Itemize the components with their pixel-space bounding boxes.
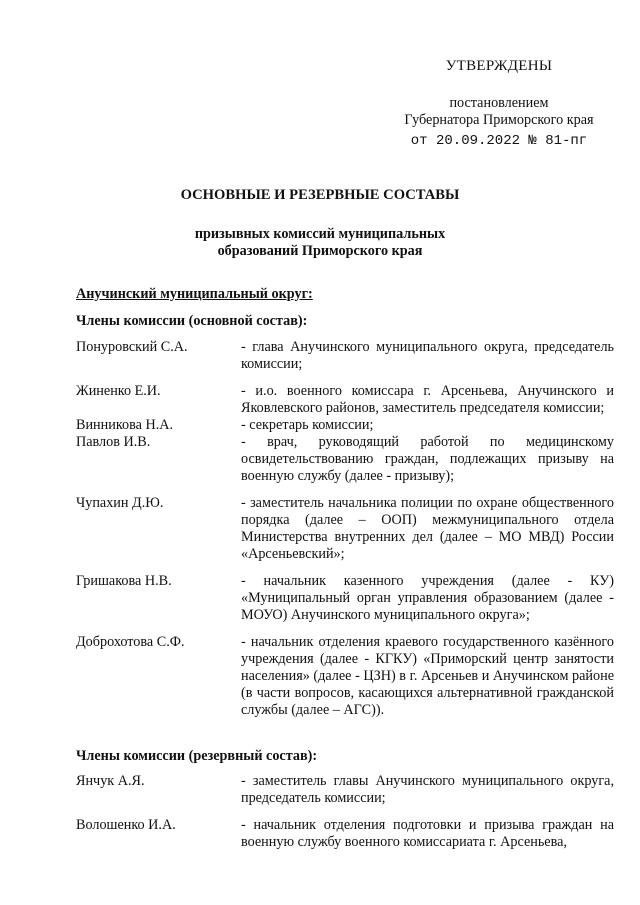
member-name: Янчук А.Я. (76, 773, 145, 789)
document-title: ОСНОВНЫЕ И РЕЗЕРВНЫЕ СОСТАВЫ (180, 187, 460, 203)
member-name: Понуровский С.А. (76, 339, 188, 355)
reserve-members-heading: Члены комиссии (резервный состав): (76, 748, 318, 764)
member-row (76, 634, 614, 719)
member-description: - начальник отделения краевого государственного казённого учреждения (далее - КГКУ) «Приморский центр занятости населения» (далее - ЦЗН) в г. Арсеньев и Анучинском районе (в части вопросов, касающихся альтернативной гражданской службы (далее – АГС)). (241, 634, 614, 718)
member-description: - врач, руководящий работой по медицинскому освидетельствованию граждан, подлежащих призыву на военную службу (далее - призыву); (241, 434, 614, 484)
document-subtitle (0, 226, 640, 260)
approval-basis-line1: постановлением (449, 95, 549, 111)
approval-number: от 20.09.2022 № 81-пг (410, 133, 588, 149)
member-row (76, 417, 614, 434)
member-name: Доброхотова С.Ф. (76, 634, 185, 650)
member-description: - заместитель главы Анучинского муниципального округа, председатель комиссии; (241, 773, 614, 806)
member-description: - секретарь комиссии; (241, 417, 374, 433)
district-heading: Анучинский муниципальный округ: (76, 286, 313, 302)
main-members-heading: Члены комиссии (основной состав): (76, 313, 308, 329)
member-row (76, 339, 614, 373)
approval-basis-line2: Губернатора Приморского края (404, 112, 594, 128)
member-description: - начальник отделения подготовки и призыва граждан на военную службу военного комиссариата г. Арсеньева, (241, 817, 614, 850)
member-name: Павлов И.В. (76, 434, 151, 450)
member-row (76, 817, 614, 851)
subtitle-line1: призывных комиссий муниципальных (194, 226, 446, 242)
member-row (76, 773, 614, 807)
member-description: - глава Анучинского муниципального округа, председатель комиссии; (241, 339, 614, 372)
member-row (76, 383, 614, 417)
approval-title: УТВЕРЖДЕНЫ (445, 58, 553, 74)
member-row (76, 573, 614, 624)
member-row (76, 495, 614, 563)
subtitle-line2: образований Приморского края (217, 243, 423, 259)
member-description: - заместитель начальника полиции по охране общественного порядка (далее – ООП) межмуниципального отдела Министерства внутренних дел (далее – МО МВД) России «Арсеньевский»; (241, 495, 614, 562)
member-name: Чупахин Д.Ю. (76, 495, 164, 511)
member-name: Винникова Н.А. (76, 417, 174, 433)
member-description: - и.о. военного комиссара г. Арсеньева, Анучинского и Яковлевского районов, заместитель председателя комиссии; (241, 383, 614, 416)
member-name: Жиненко Е.И. (76, 383, 161, 399)
member-row (76, 434, 614, 485)
main-members-list (76, 339, 614, 719)
member-name: Волошенко И.А. (76, 817, 176, 833)
member-name: Гришакова Н.В. (76, 573, 172, 589)
reserve-members-list (76, 773, 614, 851)
member-description: - начальник казенного учреждения (далее - КУ) «Муниципальный орган управления образованием (далее - МОУО) Анучинского муниципального округа»; (241, 573, 614, 623)
approval-block (388, 58, 610, 150)
